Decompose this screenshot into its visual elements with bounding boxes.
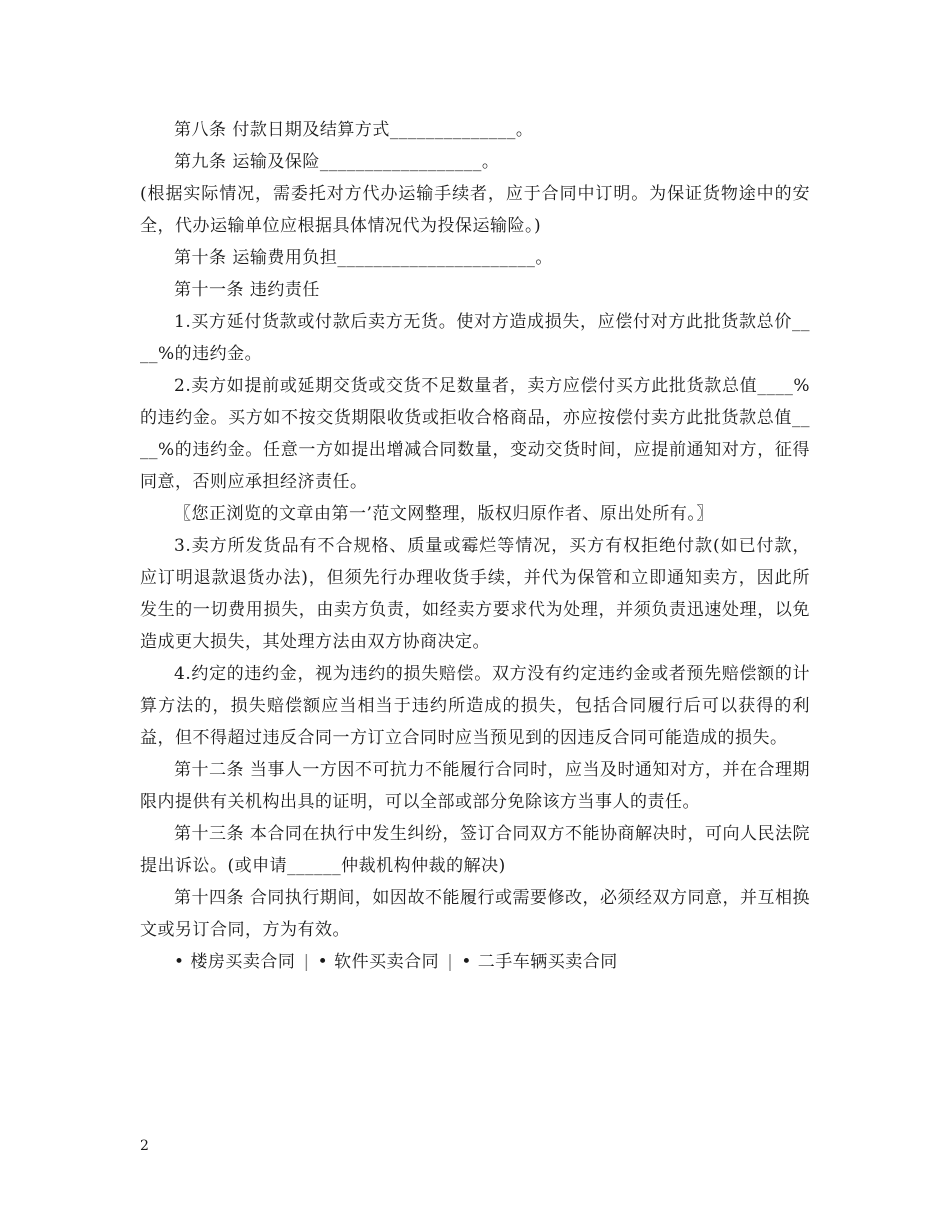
article-10: 第十条 运输费用负担______________________。 (174, 248, 553, 268)
article-8: 第八条 付款日期及结算方式______________。 (174, 120, 534, 140)
article-12: 第十二条 当事人一方因不可抗力不能履行合同时，应当及时通知对方，并在合理期限内提供有关机构出具的证明，可以全部或部分免除该方当事人的责任。 (140, 760, 810, 812)
article-13: 第十三条 本合同在执行中发生纠纷，签订合同双方不能协商解决时，可向人民法院提出诉讼。(或申请______仲裁机构仲裁的解决) (140, 824, 810, 876)
article-11-clause-3: 3.卖方所发货品有不合规格、质量或霉烂等情况，买方有权拒绝付款(如已付款，应订明退款退货办法)，但须先行办理收货手续，并代为保管和立即通知卖方，因此所发生的一切费用损失，由卖方负责，如经卖方要求代为处理，并须负责迅速处理，以免造成更大损失，其处理方法由双方协商决定。 (140, 536, 810, 652)
article-14: 第十四条 合同执行期间，如因故不能履行或需要修改，必须经双方同意，并互相换文或另订合同，方为有效。 (140, 888, 810, 940)
link-separator: | (447, 952, 454, 972)
article-11-clause-4: 4.约定的违约金，视为违约的损失赔偿。双方没有约定违约金或者预先赔偿额的计算方法的，损失赔偿额应当相当于违约所造成的损失，包括合同履行后可以获得的利益，但不得超过违反合同一方订立合同时应当预见到的因违反合同可能造成的损失。 (140, 664, 810, 748)
article-11-heading: 第十一条 违约责任 (174, 280, 320, 300)
article-11-clause-1: 1.买方延付货款或付款后卖方无货。使对方造成损失，应偿付对方此批货款总价____%的违约金。 (140, 312, 810, 364)
link-software-sale-contract[interactable]: • 软件买卖合同 (317, 952, 440, 972)
document-body (140, 114, 810, 978)
link-separator: | (303, 952, 310, 972)
article-9-note: (根据实际情况，需委托对方代办运输手续者，应于合同中订明。为保证货物途中的安全，代办运输单位应根据具体情况代为投保运输险。) (140, 184, 810, 236)
link-used-car-sale-contract[interactable]: • 二手车辆买卖合同 (461, 952, 618, 972)
related-links (140, 946, 810, 978)
article-11-clause-2: 2.卖方如提前或延期交货或交货不足数量者，卖方应偿付买方此批货款总值____%的违约金。买方如不按交货期限收货或拒收合格商品，亦应按偿付卖方此批货款总值____%的违约金。任意一方如提出增减合同数量，变动交货时间，应提前通知对方，征得同意，否则应承担经济责任。 (140, 376, 810, 492)
link-building-sale-contract[interactable]: • 楼房买卖合同 (174, 952, 296, 972)
article-9: 第九条 运输及保险__________________。 (174, 152, 500, 172)
copyright-notice: 〖您正浏览的文章由第一’范文网整理，版权归原作者、原出处所有。〗 (174, 504, 714, 524)
page-number: 2 (140, 1138, 149, 1154)
